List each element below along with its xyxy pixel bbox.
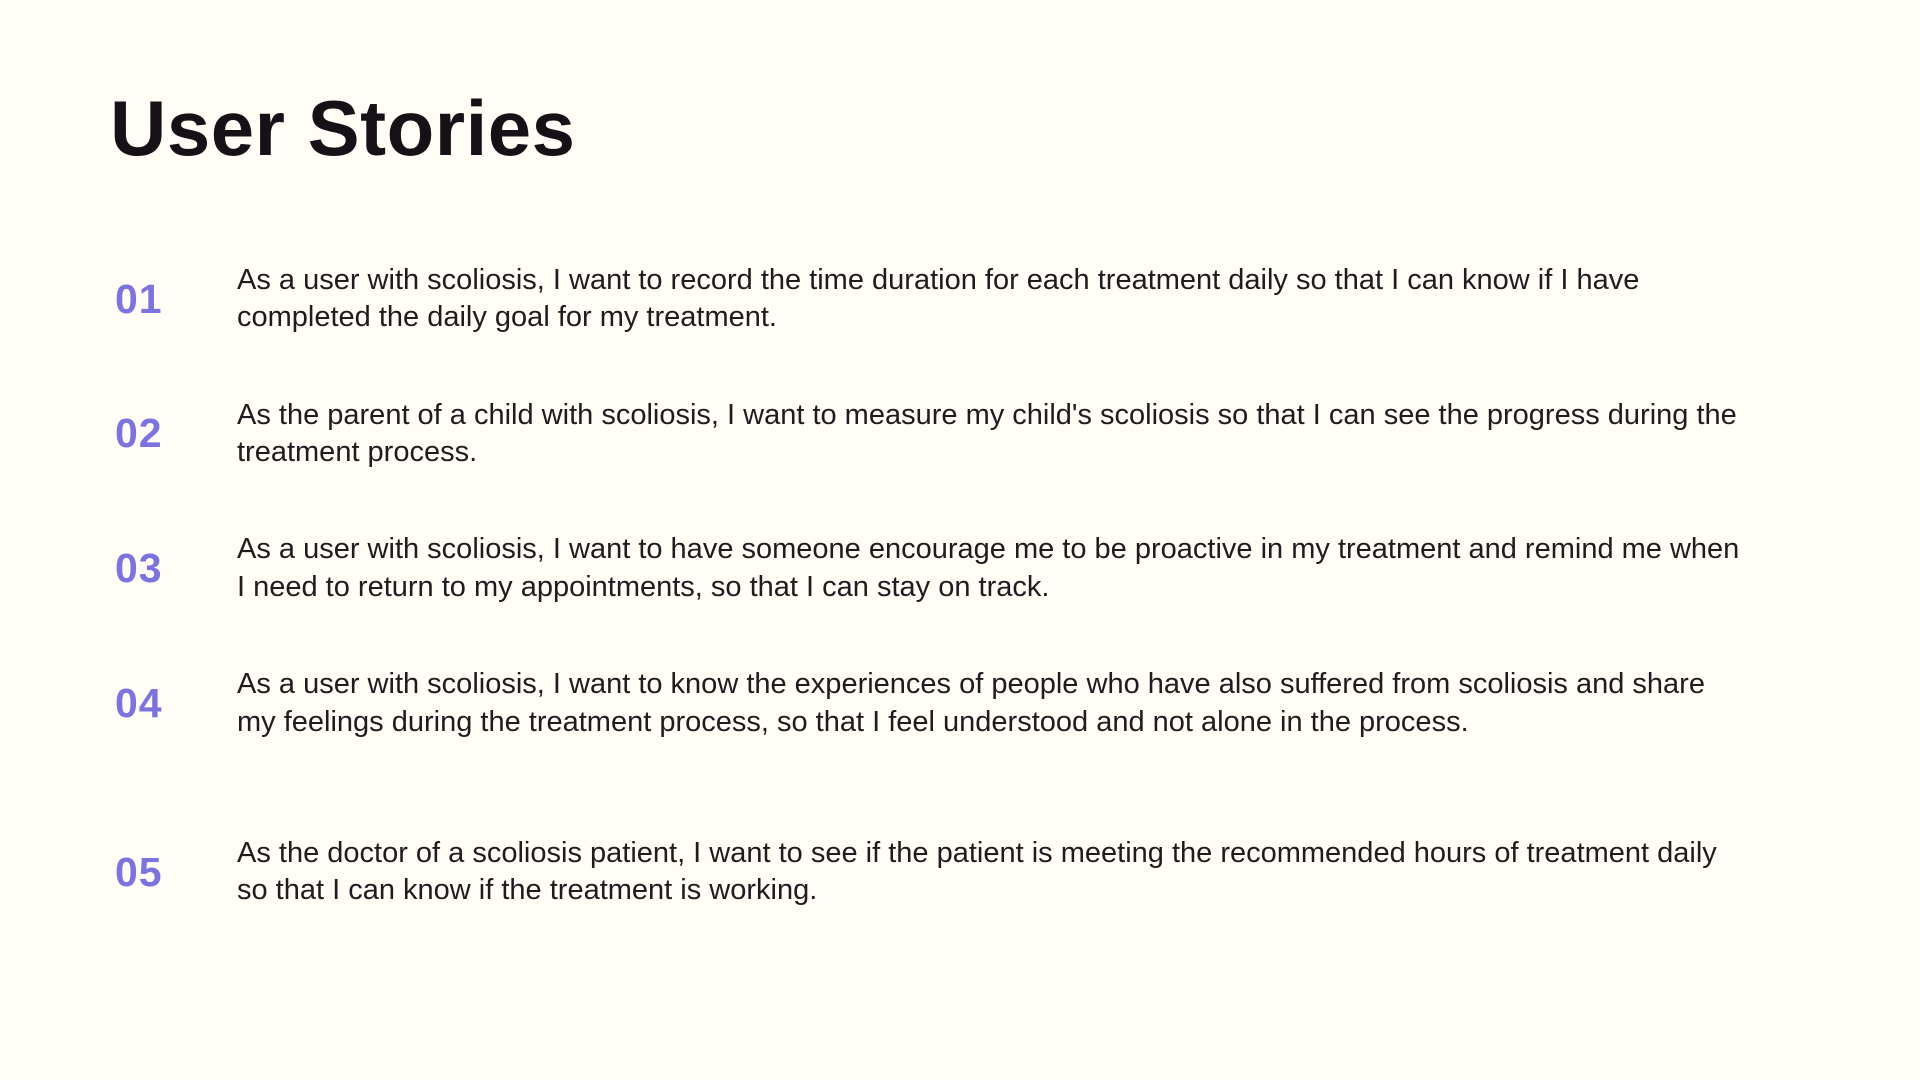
story-text-3: As a user with scoliosis, I want to have someone encourage me to be proactive in my treatment and remind me when I need to return to my appointments, so that I can stay on track. <box>237 533 1740 603</box>
story-text-5: As the doctor of a scoliosis patient, I want to see if the patient is meeting the recommended hours of treatment daily so that I can know if the treatment is working. <box>237 836 1717 907</box>
story-row-1 <box>110 262 1745 337</box>
page-title: User Stories <box>110 84 576 172</box>
story-number-1: 01 <box>115 275 163 322</box>
story-row-4 <box>110 666 1745 741</box>
story-number-3: 03 <box>115 545 163 592</box>
user-stories-list <box>110 262 1745 910</box>
story-row-3 <box>110 531 1745 606</box>
story-row-2 <box>110 397 1745 472</box>
story-row-5 <box>110 835 1745 910</box>
story-text-2: As the parent of a child with scoliosis, I want to measure my child's scoliosis so that I can see the progress during the treatment process. <box>237 398 1737 468</box>
story-number-4: 04 <box>115 680 163 727</box>
story-text-1: As a user with scoliosis, I want to record the time duration for each treatment daily so that I can know if I have completed the daily goal for my treatment. <box>237 263 1640 334</box>
story-number-2: 02 <box>115 410 163 457</box>
story-number-5: 05 <box>115 848 163 895</box>
story-text-4: As a user with scoliosis, I want to know the experiences of people who have also suffered from scoliosis and share my feelings during the treatment process, so that I feel understood and not alone in the process. <box>237 668 1705 738</box>
